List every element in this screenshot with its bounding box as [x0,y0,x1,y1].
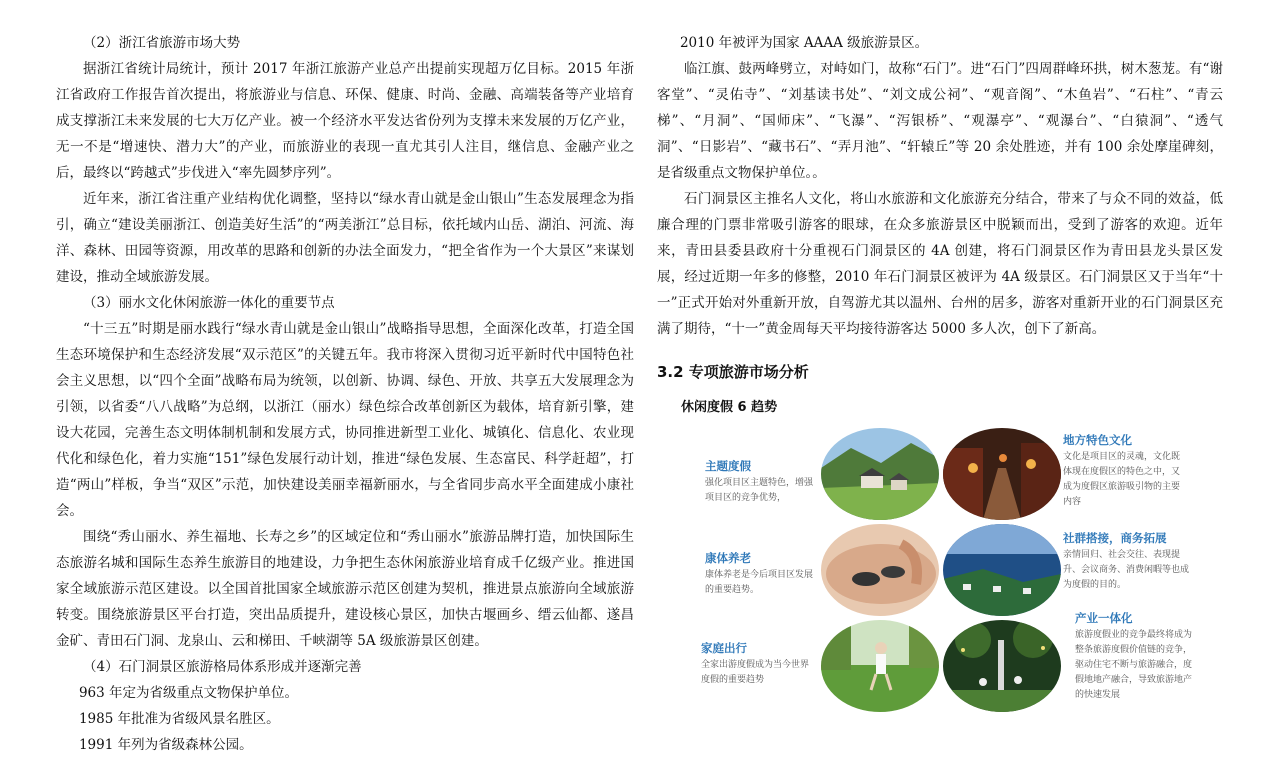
trend-theme-resort [705,458,813,506]
old-town-night-photo [943,428,1061,520]
paragraph-zhejiang-stats: 据浙江省统计局统计，预计 2017 年浙江旅游产业总产出提前实现超万亿目标。2015 年浙江省政府工作报告首次提出，将旅游业与信息、环保、健康、时尚、金融、高端装备等产业培育成支撑浙江未来发展的七大万亿产业。被一个经济水平发达省份列为支撑未来发展的万亿产业，无一不是“增速快、潜力大”的产业，而旅游业的表现一直尤其引人注目，继信息、金融产业之后，最终以“跨越式”步伐进入“率先圆梦序列”。 [56,61,634,181]
trend-family-travel [701,640,817,688]
trend-desc: 旅游度假业的竞争最终将成为整条旅游度假价值链的竞争，驱动住宅不断与旅游融合，度假地地产融合，导致旅游地产的快速发展 [1075,630,1193,700]
trend-title: 主题度假 [705,459,751,473]
trend-local-culture [1063,432,1181,510]
garden-gathering-photo [943,620,1061,712]
paragraph-lishui-brand: 围绕“秀山丽水、养生福地、长寿之乡”的区域定位和“秀山丽水”旅游品牌打造，加快国际生态旅游名城和国际生态养生旅游目的地建设，力争把生态休闲旅游业培育成千亿级产业。推进国家全域旅游示范区建设。以全国首批国家全域旅游示范区创建为契机，推进景点旅游向全域旅游转变。围绕旅游景区平台打造，突出品质提升，建设核心景区，加快古堰画乡、缙云仙都、遂昌金矿、青田石门洞、龙泉山、云和梯田、千峡湖等 5A 级旅游景区创建。 [56,529,634,649]
trend-health-elderly [705,550,817,598]
subheading-lishui-node: （3）丽水文化休闲旅游一体化的重要节点 [83,295,335,311]
trend-title: 地方特色文化 [1063,433,1132,447]
trend-desc: 康体养老是今后项目区发展的重要趋势。 [705,570,814,595]
trend-desc: 全家出游度假成为当今世界度假的重要趋势 [701,660,810,685]
massage-therapy-photo [821,524,939,616]
trend-title: 家庭出行 [701,641,747,655]
right-column [657,30,1223,726]
trend-title: 产业一体化 [1075,611,1133,625]
trend-title: 康体养老 [705,551,751,565]
section-title: 3.2 专项旅游市场分析 [657,363,809,381]
history-line-1: 963 年定为省级重点文物保护单位。 [78,685,298,701]
history-line-2: 1985 年批准为省级风景名胜区。 [78,711,280,727]
paragraph-zhejiang-ecology: 近年来，浙江省注重产业结构优化调整，坚持以“绿水青山就是金山银山”生态发展理念为指引，确立“建设美丽浙江、创造美好生活”的“两美浙江”总目标，依托域内山岳、湖泊、河流、海洋、森林、田园等资源，用改革的思路和创新的办法全面发力，“把全省作为一个大景区”来谋划建设，推动全域旅游发展。 [56,191,634,285]
paragraph-lishui-13th-plan: “十三五”时期是丽水践行“绿水青山就是金山银山”战略指导思想，全面深化改革，打造全国生态环境保护和生态经济发展“双示范区”的关键五年。我市将深入贯彻习近平新时代中国特色社会主义思想，以“四个全面”战略布局为统领，以创新、协调、绿色、开放、共享五大发展理念为引领，以省委“八八战略”为总纲，以浙江（丽水）绿色综合改革创新区为载体，培育新引擎，建设大花园，完善生态文明体制机制和发展方式，协同推进新型工业化、城镇化、信息化、农业现代化和绿色化，着力实施“151”绿色发展行动计划，推进“绿色发展、生态富民、科学赶超”，打造“两山”样板，争当“双区”示范，加快建设美丽幸福新丽水，与全省同步高水平全面建成小康社会。 [56,321,634,519]
history-line-3: 1991 年列为省级森林公园。 [78,737,253,753]
subheading-shimendong: （4）石门洞景区旅游格局体系形成并逐渐完善 [83,659,362,675]
trend-industry-integration [1075,610,1193,703]
trend-community-business [1063,530,1189,593]
coastal-resort-photo [943,524,1061,616]
family-lawn-photo [821,620,939,712]
paragraph-shimen-scenery: 临江旗、鼓两峰劈立，对峙如门，故称“石门”。进“石门”四周群峰环拱，树木葱茏。有“谢客堂”、“灵佑寺”、“刘基读书处”、“刘文成公祠”、“观音阁”、“木鱼岩”、“石柱”、“青云梯”、“月洞”、“国师床”、“飞瀑”、“泻银桥”、“观瀑亭”、“观瀑台”、“白猿洞”、“透气洞”、“日影岩”、“藏书石”、“弄月池”、“轩辕丘”等 20 余处胜迹，并有 100 余处摩崖碑刻，是省级重点文物保护单位。。 [657,61,1223,181]
history-line-4: 2010 年被评为国家 AAAA 级旅游景区。 [679,35,929,51]
trend-title: 社群搭接，商务拓展 [1063,531,1167,545]
paragraph-shimen-development: 石门洞景区主推名人文化，将山水旅游和文化旅游充分结合，带来了与众不同的效益，低廉合理的门票非常吸引游客的眼球，在众多旅游景区中脱颖而出，受到了游客的欢迎。近年来，青田县委县政府十分重视石门洞景区的 4A 创建，将石门洞景区作为青田县龙头景区发展，经过近期一年多的修整，2010 年石门洞景区被评为 4A 级景区。石门洞景区又于当年“十一”正式开始对外重新开放，自驾游尤其以温州、台州的居多，游客对重新开业的石门洞景区充满了期待，“十一”黄金周每天平均接待游客达 5000 多人次，创下了新高。 [657,191,1223,337]
trend-desc: 文化是项目区的灵魂，文化既体现在度假区的特色之中，又成为度假区旅游吸引物的主要内容 [1063,452,1181,507]
left-column [56,30,634,758]
trend-desc: 强化项目区主题特色，增强项目区的竞争优势， [705,478,814,503]
leisure-trends-figure [657,396,1223,726]
trend-desc: 亲情回归、社会交往、表现提升、会议商务、消费闲暇等也成为度假的目的。 [1063,550,1190,590]
figure-title: 休闲度假 6 趋势 [681,400,778,415]
village-landscape-photo [821,428,939,520]
subheading-zhejiang-market: （2）浙江省旅游市场大势 [83,35,241,51]
